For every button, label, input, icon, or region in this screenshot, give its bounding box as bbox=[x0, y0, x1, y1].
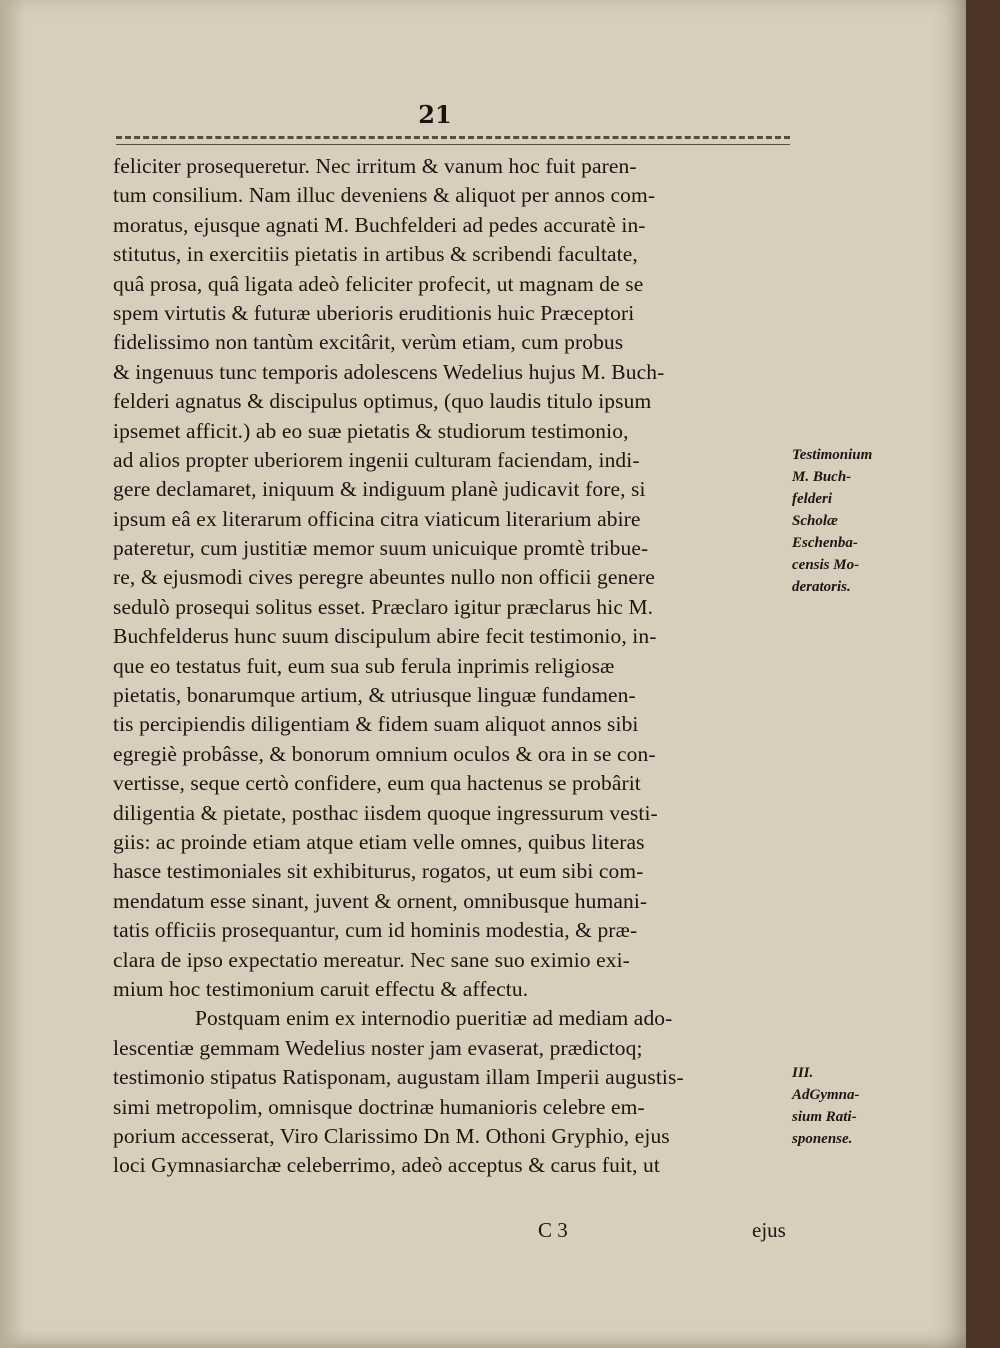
marginal-note-line: AdGymna- bbox=[792, 1087, 860, 1103]
page-number: 21 bbox=[418, 100, 452, 129]
text-line: sedulò prosequi solitus esset. Præclaro igitur præclarus hic M. bbox=[113, 594, 654, 619]
text-line: ipsum eâ ex literarum officina citra viaticum literarium abire bbox=[113, 506, 641, 531]
text-line: testimonio stipatus Ratisponam, augustam illam Imperii augustis- bbox=[113, 1065, 684, 1090]
signature-mark: C 3 bbox=[538, 1218, 568, 1242]
text-line: feliciter prosequeretur. Nec irritum & vanum hoc fuit paren- bbox=[113, 154, 637, 178]
text-line: stitutus, in exercitiis pietatis in artibus & scribendi facultate, bbox=[113, 242, 638, 267]
marginal-note-gymnasium bbox=[792, 1062, 912, 1150]
text-line: pietatis, bonarumque artium, & utriusque linguæ fundamen- bbox=[113, 683, 636, 708]
text-line: vertisse, seque certò confidere, eum qua hactenus se probârit bbox=[113, 771, 641, 796]
text-line: hasce testimoniales sit exhibiturus, rogatos, ut eum sibi com- bbox=[113, 859, 644, 884]
marginal-note-line: Scholæ bbox=[792, 513, 838, 529]
text-line: Buchfelderus hunc suum discipulum abire fecit testimonio, in- bbox=[113, 624, 657, 649]
text-line: porium accesserat, Viro Clarissimo Dn M. Othoni Gryphio, ejus bbox=[113, 1123, 670, 1148]
text-line: & ingenuus tunc temporis adolescens Wedelius hujus M. Buch- bbox=[113, 359, 665, 384]
header-rule bbox=[116, 136, 790, 145]
text-line: ipsemet afficit.) ab eo suæ pietatis & studiorum testimonio, bbox=[113, 418, 629, 443]
marginal-note-line: M. Buch- bbox=[792, 469, 852, 485]
text-line: fidelissimo non tantùm excitârit, verùm etiam, cum probus bbox=[113, 330, 624, 355]
text-line: egregiè probâsse, & bonorum omnium oculos & ora in se con- bbox=[113, 741, 656, 766]
text-line: tis percipiendis diligentiam & fidem suam aliquot annos sibi bbox=[113, 712, 639, 737]
text-line: moratus, ejusque agnati M. Buchfelderi ad pedes accuratè in- bbox=[113, 212, 646, 237]
text-line: tatis officiis prosequantur, cum id hominis modestia, & præ- bbox=[113, 918, 638, 943]
marginal-note-line: deratoris. bbox=[792, 579, 851, 595]
text-line: loci Gymnasiarchæ celeberrimo, adeò acceptus & carus fuit, ut bbox=[113, 1153, 660, 1178]
marginal-note-testimonium bbox=[792, 444, 912, 598]
text-line: mium hoc testimonium caruit effectu & affectu. bbox=[113, 976, 529, 1001]
marginal-note-line: sponense. bbox=[792, 1131, 853, 1147]
catchword: ejus bbox=[752, 1218, 786, 1242]
text-line: gere declamaret, iniquum & indiguum planè judicavit fore, si bbox=[113, 477, 646, 502]
marginal-note-line: Eschenba- bbox=[792, 535, 858, 551]
text-line: Postquam enim ex internodio pueritiæ ad mediam ado- bbox=[195, 1006, 673, 1031]
marginal-note-line: felderi bbox=[792, 491, 832, 507]
marginal-note-line: III. bbox=[792, 1065, 814, 1081]
marginal-note-line: Testimonium bbox=[792, 447, 873, 463]
text-line: spem virtutis & futuræ uberioris eruditionis huic Præceptori bbox=[113, 300, 635, 325]
text-line: diligentia & pietate, posthac iisdem quoque ingressurum vesti- bbox=[113, 800, 658, 825]
text-line: lescentiæ gemmam Wedelius noster jam evaserat, prædictoq; bbox=[113, 1035, 643, 1060]
text-line: ad alios propter uberiorem ingenii culturam faciendam, indi- bbox=[113, 447, 640, 472]
main-text-block bbox=[113, 152, 793, 1181]
text-line: felderi agnatus & discipulus optimus, (quo laudis titulo ipsum bbox=[113, 389, 652, 414]
marginal-note-line: censis Mo- bbox=[792, 557, 860, 573]
text-line: giis: ac proinde etiam atque etiam velle omnes, quibus literas bbox=[113, 829, 645, 854]
marginal-note-line: sium Rati- bbox=[792, 1109, 857, 1125]
text-line: simi metropolim, omnisque doctrinæ humanioris celebre em- bbox=[113, 1094, 645, 1119]
text-line: re, & ejusmodi cives peregre abeuntes nullo non officii genere bbox=[113, 565, 655, 590]
text-line: mendatum esse sinant, juvent & ornent, omnibusque humani- bbox=[113, 888, 648, 913]
text-line: quâ prosa, quâ ligata adeò feliciter profecit, ut magnam de se bbox=[113, 271, 644, 296]
text-line: que eo testatus fuit, eum sua sub ferula inprimis religiosæ bbox=[113, 653, 615, 678]
text-line: clara de ipso expectatio mereatur. Nec sane suo eximio exi- bbox=[113, 947, 630, 972]
text-line: tum consilium. Nam illuc deveniens & aliquot per annos com- bbox=[113, 183, 656, 208]
text-line: pateretur, cum justitiæ memor suum unicuique promtè tribue- bbox=[113, 536, 649, 561]
book-edge bbox=[966, 0, 1000, 1348]
